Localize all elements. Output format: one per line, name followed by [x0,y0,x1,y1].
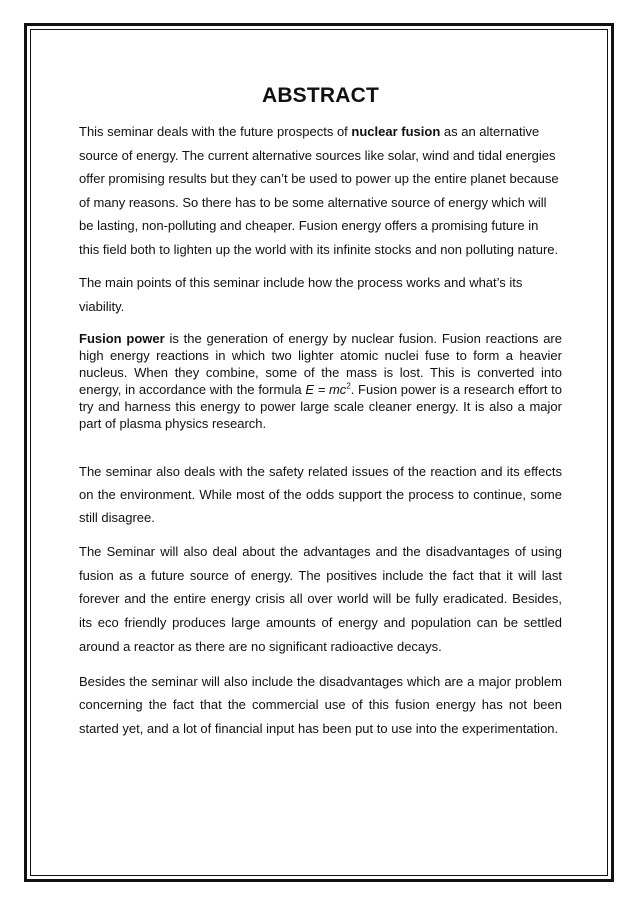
paragraph-advantages: The Seminar will also deal about the advantages and the disadvantages of using fusion as a future source of energy. The positives include the fact that it will last forever and the entire energy crisis all over world will be fully eradicated. Besides, its eco friendly produces large amounts of energy and population can be settled around a reactor as there are no significant radioactive decays. [79,544,562,654]
paragraph-intro-pre: This seminar deals with the future prospects of [79,124,352,139]
document-body [79,82,562,740]
term-fusion-power: Fusion power [79,331,165,346]
paragraph-fusion-power-post: . Fusion power is a research effort to try and harness this energy to power large scale cleaner energy. It is also a major part of plasma physics research. [79,382,562,431]
paragraph-intro [79,120,562,261]
paragraph-intro-post: as an alternative source of energy. The current alternative sources like solar, wind and tidal energies offer promising results but they can’t be used to power up the entire planet because of many reasons. So there has to be some alternative source of energy which will be lasting, non-polluting and cheaper. Fusion energy offers a promising future in this field both to lighten up the world with its infinite stocks and non polluting nature. [79,124,559,257]
paragraph-safety: The seminar also deals with the safety related issues of the reaction and its effects on the environment. While most of the odds support the process to continue, some still disagree. [79,464,562,525]
formula: E = mc [305,382,347,397]
formula-exponent: 2 [346,381,351,391]
term-nuclear-fusion: nuclear fusion [351,124,441,139]
paragraph-disadvantages: Besides the seminar will also include the disadvantages which are a major problem concerning the fact that the commercial use of this fusion energy has not been started yet, and a lot of financial input has been put to use into the experimentation. [79,673,562,736]
paragraph-main-points: The main points of this seminar include how the process works and what’s its viability. [79,275,523,314]
paragraph-fusion-power [79,330,562,432]
page-title: ABSTRACT [261,84,380,107]
paragraph-fusion-power-pre: is the generation of energy by nuclear fusion. Fusion reactions are high energy reactions in which two lighter atomic nuclei fuse to form a heavier nucleus. When they combine, some of the mass is lost. This is converted into energy, in accordance with the formula [79,331,562,397]
